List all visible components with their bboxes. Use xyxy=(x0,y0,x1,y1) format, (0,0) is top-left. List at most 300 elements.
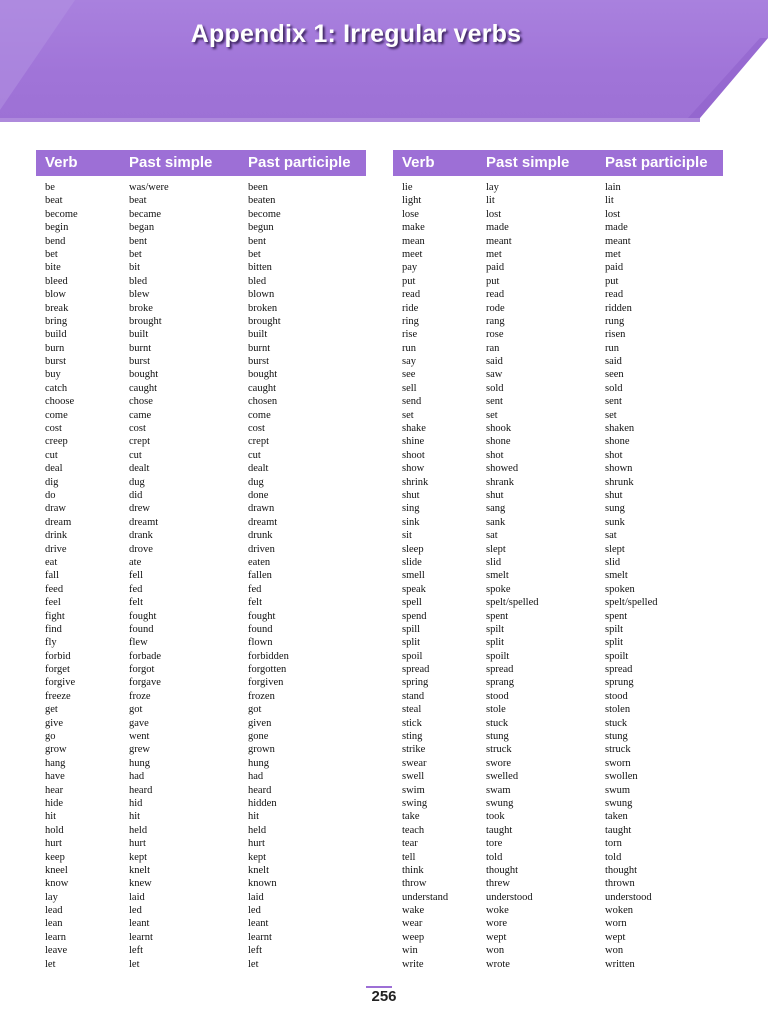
verb-cell: get xyxy=(45,704,58,716)
past-participle-cell: built xyxy=(248,329,268,341)
past-participle-cell: let xyxy=(248,958,259,970)
past-simple-cell: burnt xyxy=(129,342,152,354)
past-participle-cell: bought xyxy=(248,369,278,381)
past-simple-cell: sold xyxy=(486,382,504,394)
past-participle-cell: gone xyxy=(248,731,269,743)
verb-cell: bleed xyxy=(45,275,68,287)
past-participle-cell: won xyxy=(605,945,624,957)
table-row xyxy=(36,302,366,315)
past-simple-cell: lay xyxy=(486,182,499,193)
past-simple-cell: knew xyxy=(129,878,152,890)
verb-cell: hurt xyxy=(45,838,62,850)
past-simple-cell: began xyxy=(129,222,155,234)
table-row xyxy=(36,261,366,274)
table-row xyxy=(393,489,723,502)
table-row xyxy=(36,543,366,556)
past-participle-cell: taken xyxy=(605,811,628,823)
past-simple-cell: grew xyxy=(129,744,150,756)
past-participle-cell: sat xyxy=(605,530,617,542)
past-simple-cell: swung xyxy=(486,797,514,809)
verb-cell: break xyxy=(45,302,69,314)
table-row xyxy=(393,194,723,207)
verb-cell: lay xyxy=(45,891,58,903)
table-row xyxy=(393,221,723,234)
past-participle-cell: put xyxy=(605,275,619,287)
table-row xyxy=(393,596,723,609)
past-simple-cell: dreamt xyxy=(129,516,159,528)
verb-cell: run xyxy=(402,342,416,354)
past-simple-cell: wore xyxy=(486,918,507,930)
table-row xyxy=(393,395,723,408)
table-row xyxy=(36,958,366,971)
past-participle-cell: beaten xyxy=(248,195,276,207)
verb-cell: wake xyxy=(402,905,425,917)
table-row xyxy=(393,784,723,797)
verb-cell: hide xyxy=(45,797,64,809)
past-simple-cell: wept xyxy=(486,931,507,943)
past-participle-cell: dug xyxy=(248,476,264,488)
past-simple-cell: drove xyxy=(129,543,153,555)
verb-cell: choose xyxy=(45,396,75,408)
past-participle-cell: driven xyxy=(248,543,275,555)
verb-cell: wear xyxy=(402,918,423,930)
past-simple-cell: meant xyxy=(486,235,512,247)
past-simple-cell: crept xyxy=(129,436,150,448)
past-participle-cell: bent xyxy=(248,235,267,247)
table-row xyxy=(36,596,366,609)
table-row xyxy=(36,797,366,810)
past-simple-cell: won xyxy=(486,945,505,957)
past-participle-cell: frozen xyxy=(248,690,275,702)
past-participle-cell: sworn xyxy=(605,757,631,769)
table-row xyxy=(393,476,723,489)
table-row xyxy=(393,529,723,542)
table-row xyxy=(393,556,723,569)
past-simple-cell: became xyxy=(129,208,162,220)
header-past-simple: Past simple xyxy=(129,154,213,171)
past-simple-cell: stuck xyxy=(486,717,509,729)
past-participle-cell: cost xyxy=(248,423,265,435)
table-row xyxy=(393,917,723,930)
past-participle-cell: thrown xyxy=(605,878,635,890)
past-participle-cell: felt xyxy=(248,597,262,609)
past-participle-cell: done xyxy=(248,489,269,501)
past-participle-cell: sold xyxy=(605,382,623,394)
past-simple-cell: met xyxy=(486,248,502,260)
table-row xyxy=(393,770,723,783)
verb-cell: strike xyxy=(402,744,426,756)
header-verb: Verb xyxy=(402,154,435,171)
past-participle-cell: swum xyxy=(605,784,631,796)
past-participle-cell: hung xyxy=(248,757,269,769)
table-row xyxy=(393,342,723,355)
table-row xyxy=(36,194,366,207)
table-row xyxy=(393,435,723,448)
past-simple-cell: found xyxy=(129,623,154,635)
past-simple-cell: learnt xyxy=(129,931,153,943)
past-participle-cell: cut xyxy=(248,449,261,461)
table-row xyxy=(393,449,723,462)
verb-cell: kneel xyxy=(45,864,68,876)
past-participle-cell: taught xyxy=(605,824,632,836)
past-simple-cell: bet xyxy=(129,248,142,260)
past-simple-cell: broke xyxy=(129,302,153,314)
past-simple-cell: said xyxy=(486,356,503,368)
past-simple-cell: saw xyxy=(486,369,503,381)
verb-cell: feel xyxy=(45,597,61,609)
past-participle-cell: seen xyxy=(605,369,624,381)
past-simple-cell: woke xyxy=(486,905,509,917)
past-participle-cell: got xyxy=(248,704,262,716)
verb-cell: build xyxy=(45,329,67,341)
past-simple-cell: lost xyxy=(486,208,502,220)
past-participle-cell: chosen xyxy=(248,396,278,408)
verb-cell: think xyxy=(402,864,424,876)
table-row xyxy=(393,355,723,368)
past-simple-cell: dealt xyxy=(129,463,150,475)
past-participle-cell: stuck xyxy=(605,717,628,729)
past-participle-cell: set xyxy=(605,409,617,421)
past-simple-cell: rang xyxy=(486,315,505,327)
past-participle-cell: bitten xyxy=(248,262,272,274)
verb-cell: let xyxy=(45,958,56,970)
table-row xyxy=(393,797,723,810)
verb-cell: burst xyxy=(45,356,66,368)
verb-cell: spell xyxy=(402,597,422,609)
past-participle-cell: fallen xyxy=(248,570,272,582)
past-participle-cell: lit xyxy=(605,195,614,207)
past-simple-cell: shot xyxy=(486,449,504,461)
table-row xyxy=(393,610,723,623)
past-participle-cell: forgotten xyxy=(248,664,287,676)
past-participle-cell: shut xyxy=(605,489,623,501)
table-row xyxy=(36,851,366,864)
table-body xyxy=(393,181,723,971)
table-row xyxy=(36,810,366,823)
table-header xyxy=(36,150,366,176)
table-row xyxy=(36,476,366,489)
past-participle-cell: swollen xyxy=(605,771,638,783)
past-simple-cell: showed xyxy=(486,463,519,475)
past-participle-cell: sung xyxy=(605,503,625,515)
past-participle-cell: dreamt xyxy=(248,516,278,528)
table-row xyxy=(393,502,723,515)
past-simple-cell: got xyxy=(129,704,143,716)
verb-cell: spill xyxy=(402,623,421,635)
past-simple-cell: fed xyxy=(129,583,143,595)
past-simple-cell: sat xyxy=(486,530,498,542)
verb-cell: win xyxy=(402,945,418,957)
verb-cell: give xyxy=(45,717,64,729)
past-simple-cell: spoke xyxy=(486,583,511,595)
past-participle-cell: knelt xyxy=(248,864,269,876)
table-row xyxy=(36,489,366,502)
verb-table-left xyxy=(36,150,366,971)
verb-cell: take xyxy=(402,811,420,823)
verb-cell: leave xyxy=(45,945,68,957)
past-participle-cell: dealt xyxy=(248,463,269,475)
page-number: 256 xyxy=(371,988,397,1005)
verb-cell: forget xyxy=(45,664,70,676)
verb-cell: swear xyxy=(402,757,427,769)
past-participle-cell: run xyxy=(605,342,619,354)
past-simple-cell: led xyxy=(129,905,142,917)
table-row xyxy=(36,877,366,890)
table-row xyxy=(36,891,366,904)
past-participle-cell: bled xyxy=(248,275,267,287)
past-simple-cell: threw xyxy=(486,878,510,890)
past-participle-cell: wept xyxy=(605,931,626,943)
header-banner xyxy=(0,0,768,135)
past-simple-cell: kept xyxy=(129,851,148,863)
past-simple-cell: left xyxy=(129,945,143,957)
verb-cell: show xyxy=(402,463,425,475)
past-participle-cell: lain xyxy=(605,182,621,193)
table-row xyxy=(36,583,366,596)
past-simple-cell: made xyxy=(486,222,509,234)
verb-cell: tell xyxy=(402,851,416,863)
past-participle-cell: stung xyxy=(605,731,628,743)
verb-cell: sink xyxy=(402,516,420,528)
past-participle-cell: fed xyxy=(248,583,262,595)
verb-cell: shake xyxy=(402,423,426,435)
past-participle-cell: shrunk xyxy=(605,476,634,488)
past-simple-cell: froze xyxy=(129,690,151,702)
table-row xyxy=(393,583,723,596)
table-row xyxy=(393,864,723,877)
table-row xyxy=(36,422,366,435)
table-row xyxy=(393,676,723,689)
table-row xyxy=(36,904,366,917)
past-simple-cell: shone xyxy=(486,436,511,448)
verb-cell: split xyxy=(402,637,421,649)
verb-cell: shut xyxy=(402,489,420,501)
table-row xyxy=(36,569,366,582)
table-row xyxy=(393,288,723,301)
past-simple-cell: felt xyxy=(129,597,143,609)
page-title: Appendix 1: Irregular verbs xyxy=(190,20,522,48)
verb-cell: dig xyxy=(45,476,59,488)
past-simple-cell: swelled xyxy=(486,771,519,783)
past-simple-cell: cut xyxy=(129,449,142,461)
table-row xyxy=(36,315,366,328)
past-participle-cell: smelt xyxy=(605,570,628,582)
past-simple-cell: was/were xyxy=(129,182,169,193)
table-row xyxy=(36,690,366,703)
past-participle-cell: ridden xyxy=(605,302,632,314)
past-participle-cell: made xyxy=(605,222,628,234)
past-simple-cell: smelt xyxy=(486,570,509,582)
verb-cell: burn xyxy=(45,342,65,354)
verb-cell: come xyxy=(45,409,68,421)
verb-cell: do xyxy=(45,489,56,501)
past-simple-cell: set xyxy=(486,409,498,421)
verb-cell: fly xyxy=(45,637,57,649)
past-participle-cell: leant xyxy=(248,918,269,930)
table-row xyxy=(393,703,723,716)
verb-cell: draw xyxy=(45,503,66,515)
table-row xyxy=(36,864,366,877)
verb-cell: lie xyxy=(402,182,413,193)
table-row xyxy=(36,208,366,221)
verb-cell: shoot xyxy=(402,449,425,461)
past-simple-cell: bought xyxy=(129,369,159,381)
table-body xyxy=(36,181,366,971)
table-row xyxy=(36,409,366,422)
past-participle-cell: brought xyxy=(248,315,281,327)
past-simple-cell: spelt/spelled xyxy=(486,597,539,609)
table-row xyxy=(393,743,723,756)
table-row xyxy=(36,730,366,743)
verb-cell: creep xyxy=(45,436,68,448)
verb-cell: spoil xyxy=(402,650,423,662)
past-simple-cell: drew xyxy=(129,503,150,515)
past-simple-cell: stole xyxy=(486,704,506,716)
past-simple-cell: forbade xyxy=(129,650,162,662)
table-row xyxy=(393,422,723,435)
past-simple-cell: went xyxy=(129,731,150,743)
past-participle-cell: met xyxy=(605,248,621,260)
verb-cell: know xyxy=(45,878,69,890)
verb-cell: meet xyxy=(402,248,423,260)
past-participle-cell: risen xyxy=(605,329,626,341)
verb-cell: find xyxy=(45,623,62,635)
past-simple-cell: hurt xyxy=(129,838,146,850)
table-row xyxy=(393,931,723,944)
verb-cell: make xyxy=(402,222,425,234)
verb-cell: go xyxy=(45,731,56,743)
verb-cell: swim xyxy=(402,784,425,796)
verb-cell: hang xyxy=(45,757,66,769)
table-row xyxy=(36,368,366,381)
past-simple-cell: bled xyxy=(129,275,148,287)
verb-cell: drink xyxy=(45,530,68,542)
past-simple-cell: burst xyxy=(129,356,150,368)
verb-cell: lose xyxy=(402,208,419,220)
table-row xyxy=(393,302,723,315)
verb-cell: shine xyxy=(402,436,425,448)
table-row xyxy=(393,663,723,676)
past-participle-cell: drunk xyxy=(248,530,273,542)
verb-cell: teach xyxy=(402,824,425,836)
past-simple-cell: bit xyxy=(129,262,141,274)
table-row xyxy=(36,328,366,341)
table-row xyxy=(36,181,366,194)
past-participle-cell: had xyxy=(248,771,264,783)
past-simple-cell: lit xyxy=(486,195,495,207)
verb-cell: grow xyxy=(45,744,67,756)
past-simple-cell: taught xyxy=(486,824,513,836)
past-participle-cell: spilt xyxy=(605,623,624,635)
past-simple-cell: brought xyxy=(129,315,162,327)
past-participle-cell: shone xyxy=(605,436,630,448)
verb-cell: feed xyxy=(45,583,64,595)
table-row xyxy=(36,663,366,676)
verb-cell: drive xyxy=(45,543,67,555)
past-participle-cell: slid xyxy=(605,556,621,568)
past-participle-cell: stolen xyxy=(605,704,631,716)
verb-cell: mean xyxy=(402,235,425,247)
past-simple-cell: paid xyxy=(486,262,505,274)
past-simple-cell: rode xyxy=(486,302,505,314)
past-participle-cell: kept xyxy=(248,851,267,863)
past-participle-cell: rung xyxy=(605,315,625,327)
verb-cell: bend xyxy=(45,235,66,247)
verb-cell: beat xyxy=(45,195,63,207)
past-simple-cell: split xyxy=(486,637,505,649)
past-simple-cell: let xyxy=(129,958,140,970)
table-row xyxy=(36,235,366,248)
past-participle-cell: split xyxy=(605,637,624,649)
past-participle-cell: spent xyxy=(605,610,628,622)
verb-cell: bring xyxy=(45,315,68,327)
table-row xyxy=(36,743,366,756)
table-row xyxy=(36,221,366,234)
verb-cell: deal xyxy=(45,463,63,475)
past-participle-cell: shown xyxy=(605,463,633,475)
table-row xyxy=(393,462,723,475)
past-participle-cell: forbidden xyxy=(248,650,289,662)
verb-cell: slide xyxy=(402,556,422,568)
past-participle-cell: struck xyxy=(605,744,631,756)
table-row xyxy=(393,690,723,703)
table-row xyxy=(36,355,366,368)
table-row xyxy=(36,556,366,569)
table-row xyxy=(36,824,366,837)
verb-cell: forgive xyxy=(45,677,76,689)
past-participle-cell: held xyxy=(248,824,267,836)
past-participle-cell: fought xyxy=(248,610,276,622)
table-header xyxy=(393,150,723,176)
table-row xyxy=(393,569,723,582)
table-row xyxy=(393,181,723,194)
past-participle-cell: given xyxy=(248,717,272,729)
table-row xyxy=(393,824,723,837)
past-simple-cell: flew xyxy=(129,637,148,649)
table-row xyxy=(36,837,366,850)
past-participle-cell: shaken xyxy=(605,423,635,435)
past-participle-cell: heard xyxy=(248,784,272,796)
past-simple-cell: ran xyxy=(486,342,500,354)
header-past-participle: Past participle xyxy=(248,154,351,171)
table-row xyxy=(393,623,723,636)
past-participle-cell: sent xyxy=(605,396,622,408)
verb-cell: bet xyxy=(45,248,58,260)
past-participle-cell: burnt xyxy=(248,342,271,354)
past-participle-cell: hurt xyxy=(248,838,265,850)
table-row xyxy=(36,917,366,930)
header-past-simple: Past simple xyxy=(486,154,570,171)
past-participle-cell: thought xyxy=(605,864,638,876)
table-row xyxy=(36,944,366,957)
past-simple-cell: put xyxy=(486,275,500,287)
verb-cell: eat xyxy=(45,556,58,568)
verb-cell: stand xyxy=(402,690,425,702)
table-row xyxy=(36,516,366,529)
header-past-participle: Past participle xyxy=(605,154,708,171)
table-row xyxy=(393,891,723,904)
table-row xyxy=(36,382,366,395)
past-simple-cell: knelt xyxy=(129,864,150,876)
verb-cell: forbid xyxy=(45,650,71,662)
past-simple-cell: told xyxy=(486,851,503,863)
verb-cell: send xyxy=(402,396,422,408)
verb-cell: be xyxy=(45,182,55,193)
table-row xyxy=(36,931,366,944)
table-row xyxy=(393,328,723,341)
verb-cell: hear xyxy=(45,784,64,796)
past-simple-cell: hid xyxy=(129,797,143,809)
